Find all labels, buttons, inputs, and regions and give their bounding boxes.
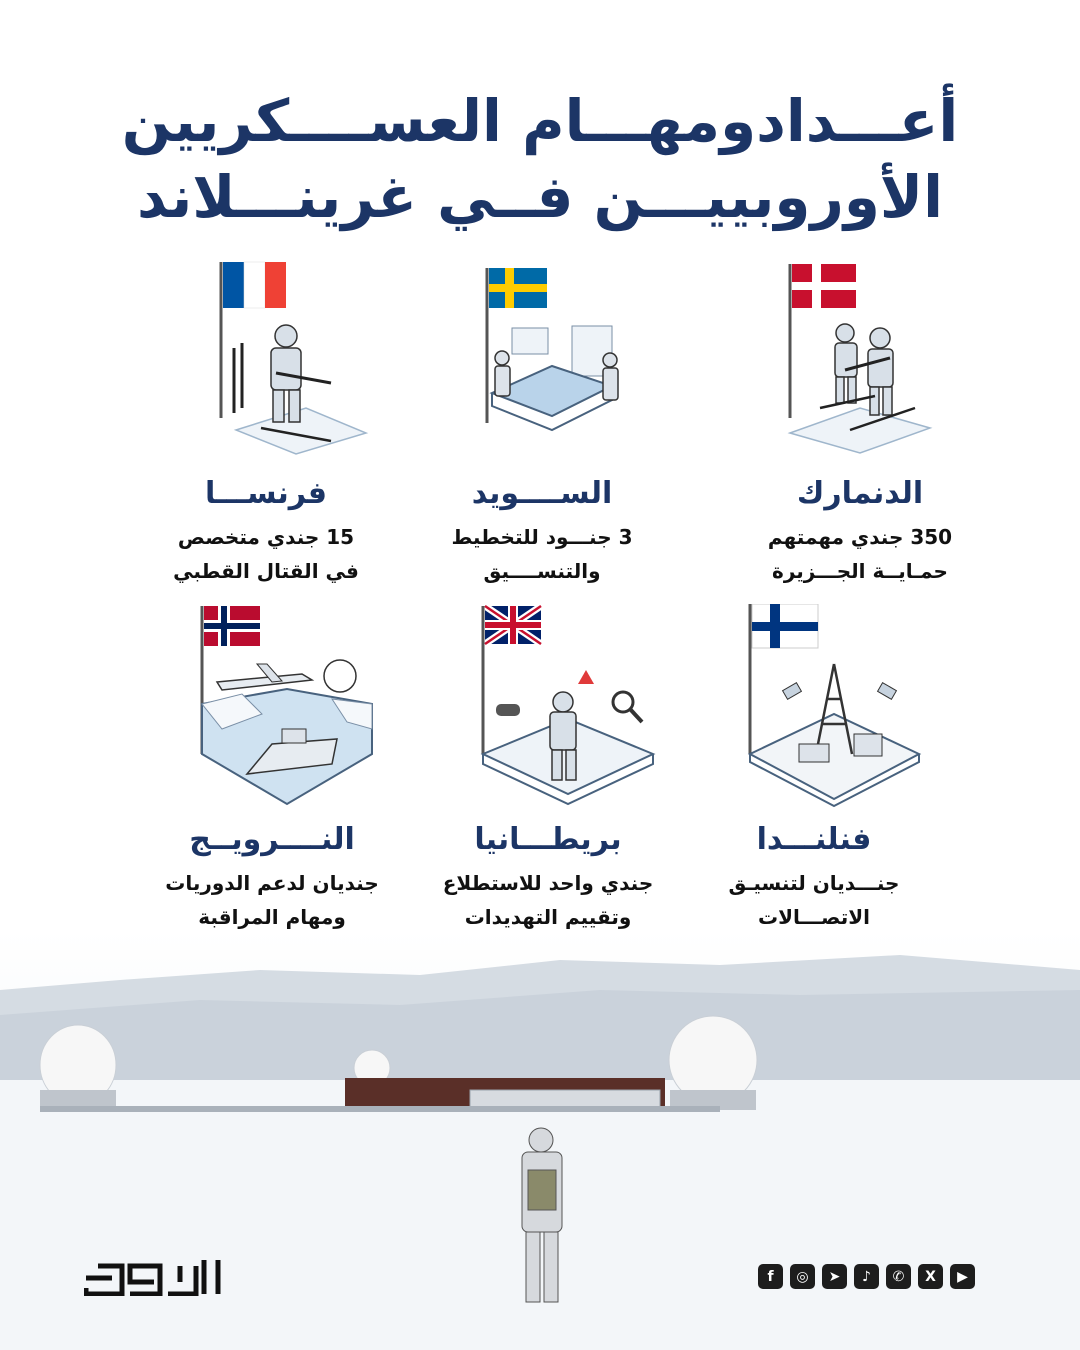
planning-table-icon <box>432 258 652 468</box>
radome-left <box>40 1025 116 1110</box>
country-description: 15 جندي متخصص في القتال القطبي <box>173 525 359 583</box>
ski-soldier-icon <box>156 258 376 468</box>
country-name: النــــرويــج <box>189 822 355 857</box>
soldiers-on-skis-icon <box>750 258 970 468</box>
youtube-icon[interactable]: ▶ <box>950 1264 975 1289</box>
norway-flag-icon <box>204 606 260 646</box>
country-card-sweden <box>392 258 692 588</box>
country-card-france <box>116 258 416 588</box>
whatsapp-icon[interactable]: ✆ <box>886 1264 911 1289</box>
finland-flag-icon <box>752 604 818 648</box>
page-title-line2: الأوروبييـــن فــي غرينـــلاند <box>137 163 943 231</box>
denmark-flag-icon <box>792 264 856 308</box>
france-flag-icon <box>223 262 286 308</box>
social-links <box>758 1264 975 1289</box>
country-description: 350 جندي مهمتهم حمـايــة الجـــزيرة <box>767 525 953 583</box>
communications-tower-icon <box>704 604 924 814</box>
recon-soldier-icon <box>438 604 658 814</box>
uk-flag-icon <box>485 606 541 644</box>
country-card-uk <box>398 604 698 934</box>
country-name: فرنســـا <box>204 476 328 511</box>
x-icon[interactable]: X <box>918 1264 943 1289</box>
instagram-icon[interactable]: ◎ <box>790 1264 815 1289</box>
country-name: بريطـــانيا <box>474 822 622 857</box>
tiktok-icon[interactable]: ♪ <box>854 1264 879 1289</box>
country-name: الدنمارك <box>796 476 924 511</box>
sweden-flag-icon <box>489 268 547 308</box>
country-description: جنديان لدعم الدوريات ومهام المراقبة <box>165 871 379 929</box>
country-description: جنـــديان لتنسيـق الاتصـــالات <box>728 871 900 929</box>
logo <box>84 1258 224 1296</box>
country-card-finland <box>664 604 964 934</box>
page-title-line1: أعـــدادومهـــام العســــكريين <box>121 87 959 155</box>
country-card-denmark <box>710 258 1010 588</box>
country-description: 3 جنـــود للتخطيط والتنســــيق <box>451 525 633 583</box>
radome-right <box>669 1016 757 1110</box>
country-description: جندي واحد للاستطلاع وتقييم التهديدات <box>442 871 654 929</box>
country-name: الســــويد <box>471 476 613 511</box>
facebook-icon[interactable]: f <box>758 1264 783 1289</box>
country-card-norway <box>122 604 422 934</box>
telegram-icon[interactable]: ➤ <box>822 1264 847 1289</box>
country-name: فنلنـــدا <box>756 822 872 857</box>
patrol-ship-plane-icon <box>162 604 382 814</box>
